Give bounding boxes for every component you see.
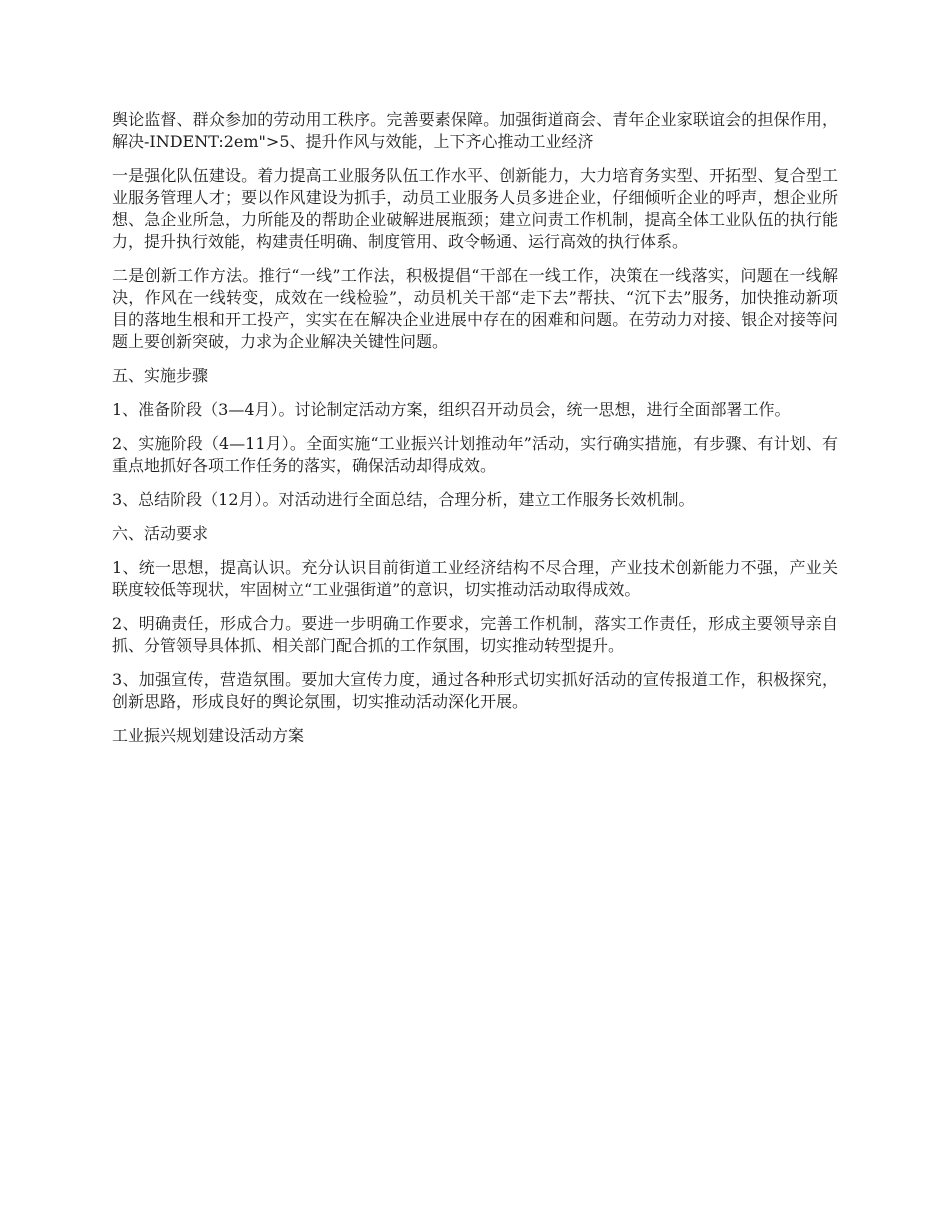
step-implementation: 2、实施阶段（4—11月）。全面实施“工业振兴计划推动年”活动，实行确实措施，有步骤、有计划、有重点地抓好各项工作任务的落实，确保活动却得成效。 xyxy=(112,434,838,475)
paragraph-team-building: 一是强化队伍建设。着力提高工业服务队伍工作水平、创新能力，大力培育务实型、开拓型、复合型工业服务管理人才；要以作风建设为抓手，动员工业服务人员多进企业，仔细倾听企业的呼声，想企业所想、急企业所急，力所能及的帮助企业破解进展瓶颈；建立问责工作机制，提高全体工业队伍的执行能力，提升执行效能，构建责任明确、制度管用、政令畅通、运行高效的执行体系。 xyxy=(112,166,838,251)
requirement-publicity: 3、加强宣传，营造氛围。要加大宣传力度，通过各种形式切实抓好活动的宣传报道工作，积极探究，创新思路，形成良好的舆论氛围，切实推动活动深化开展。 xyxy=(112,670,838,711)
paragraph-labor-order: 舆论监督、群众参加的劳动用工秩序。完善要素保障。加强街道商会、青年企业家联谊会的担保作用，解决-INDENT:2em">5、提升作风与效能，上下齐心推动工业经济 xyxy=(112,110,838,151)
step-summary: 3、总结阶段（12月）。对活动进行全面总结，合理分析，建立工作服务长效机制。 xyxy=(112,490,695,509)
section-heading-requirements: 六、活动要求 xyxy=(112,524,209,543)
section-heading-implementation-steps: 五、实施步骤 xyxy=(112,366,209,385)
requirement-clarify-responsibility: 2、明确责任，形成合力。要进一步明确工作要求，完善工作机制，落实工作责任，形成主要领导亲自抓、分管领导具体抓、相关部门配合抓的工作氛围，切实推动转型提升。 xyxy=(112,614,838,655)
requirement-unify-thinking: 1、统一思想，提高认识。充分认识目前街道工业经济结构不尽合理，产业技术创新能力不强，产业关联度较低等现状，牢固树立“工业强街道”的意识，切实推动活动取得成效。 xyxy=(112,558,838,599)
step-preparation: 1、准备阶段（3—4月）。讨论制定活动方案，组织召开动员会，统一思想，进行全面部署工作。 xyxy=(112,400,791,419)
document-closing-title: 工业振兴规划建设活动方案 xyxy=(112,726,305,745)
paragraph-work-methods: 二是创新工作方法。推行“一线”工作法，积极提倡“干部在一线工作，决策在一线落实，问题在一线解决，作风在一线转变，成效在一线检验”，动员机关干部“走下去”帮扶、“沉下去”服务，加快推动新项目的落地生根和开工投产，实实在在解决企业进展中存在的困难和问题。在劳动力对接、银企对接等问题上要创新突破，力求为企业解决关键性问题。 xyxy=(112,266,838,351)
